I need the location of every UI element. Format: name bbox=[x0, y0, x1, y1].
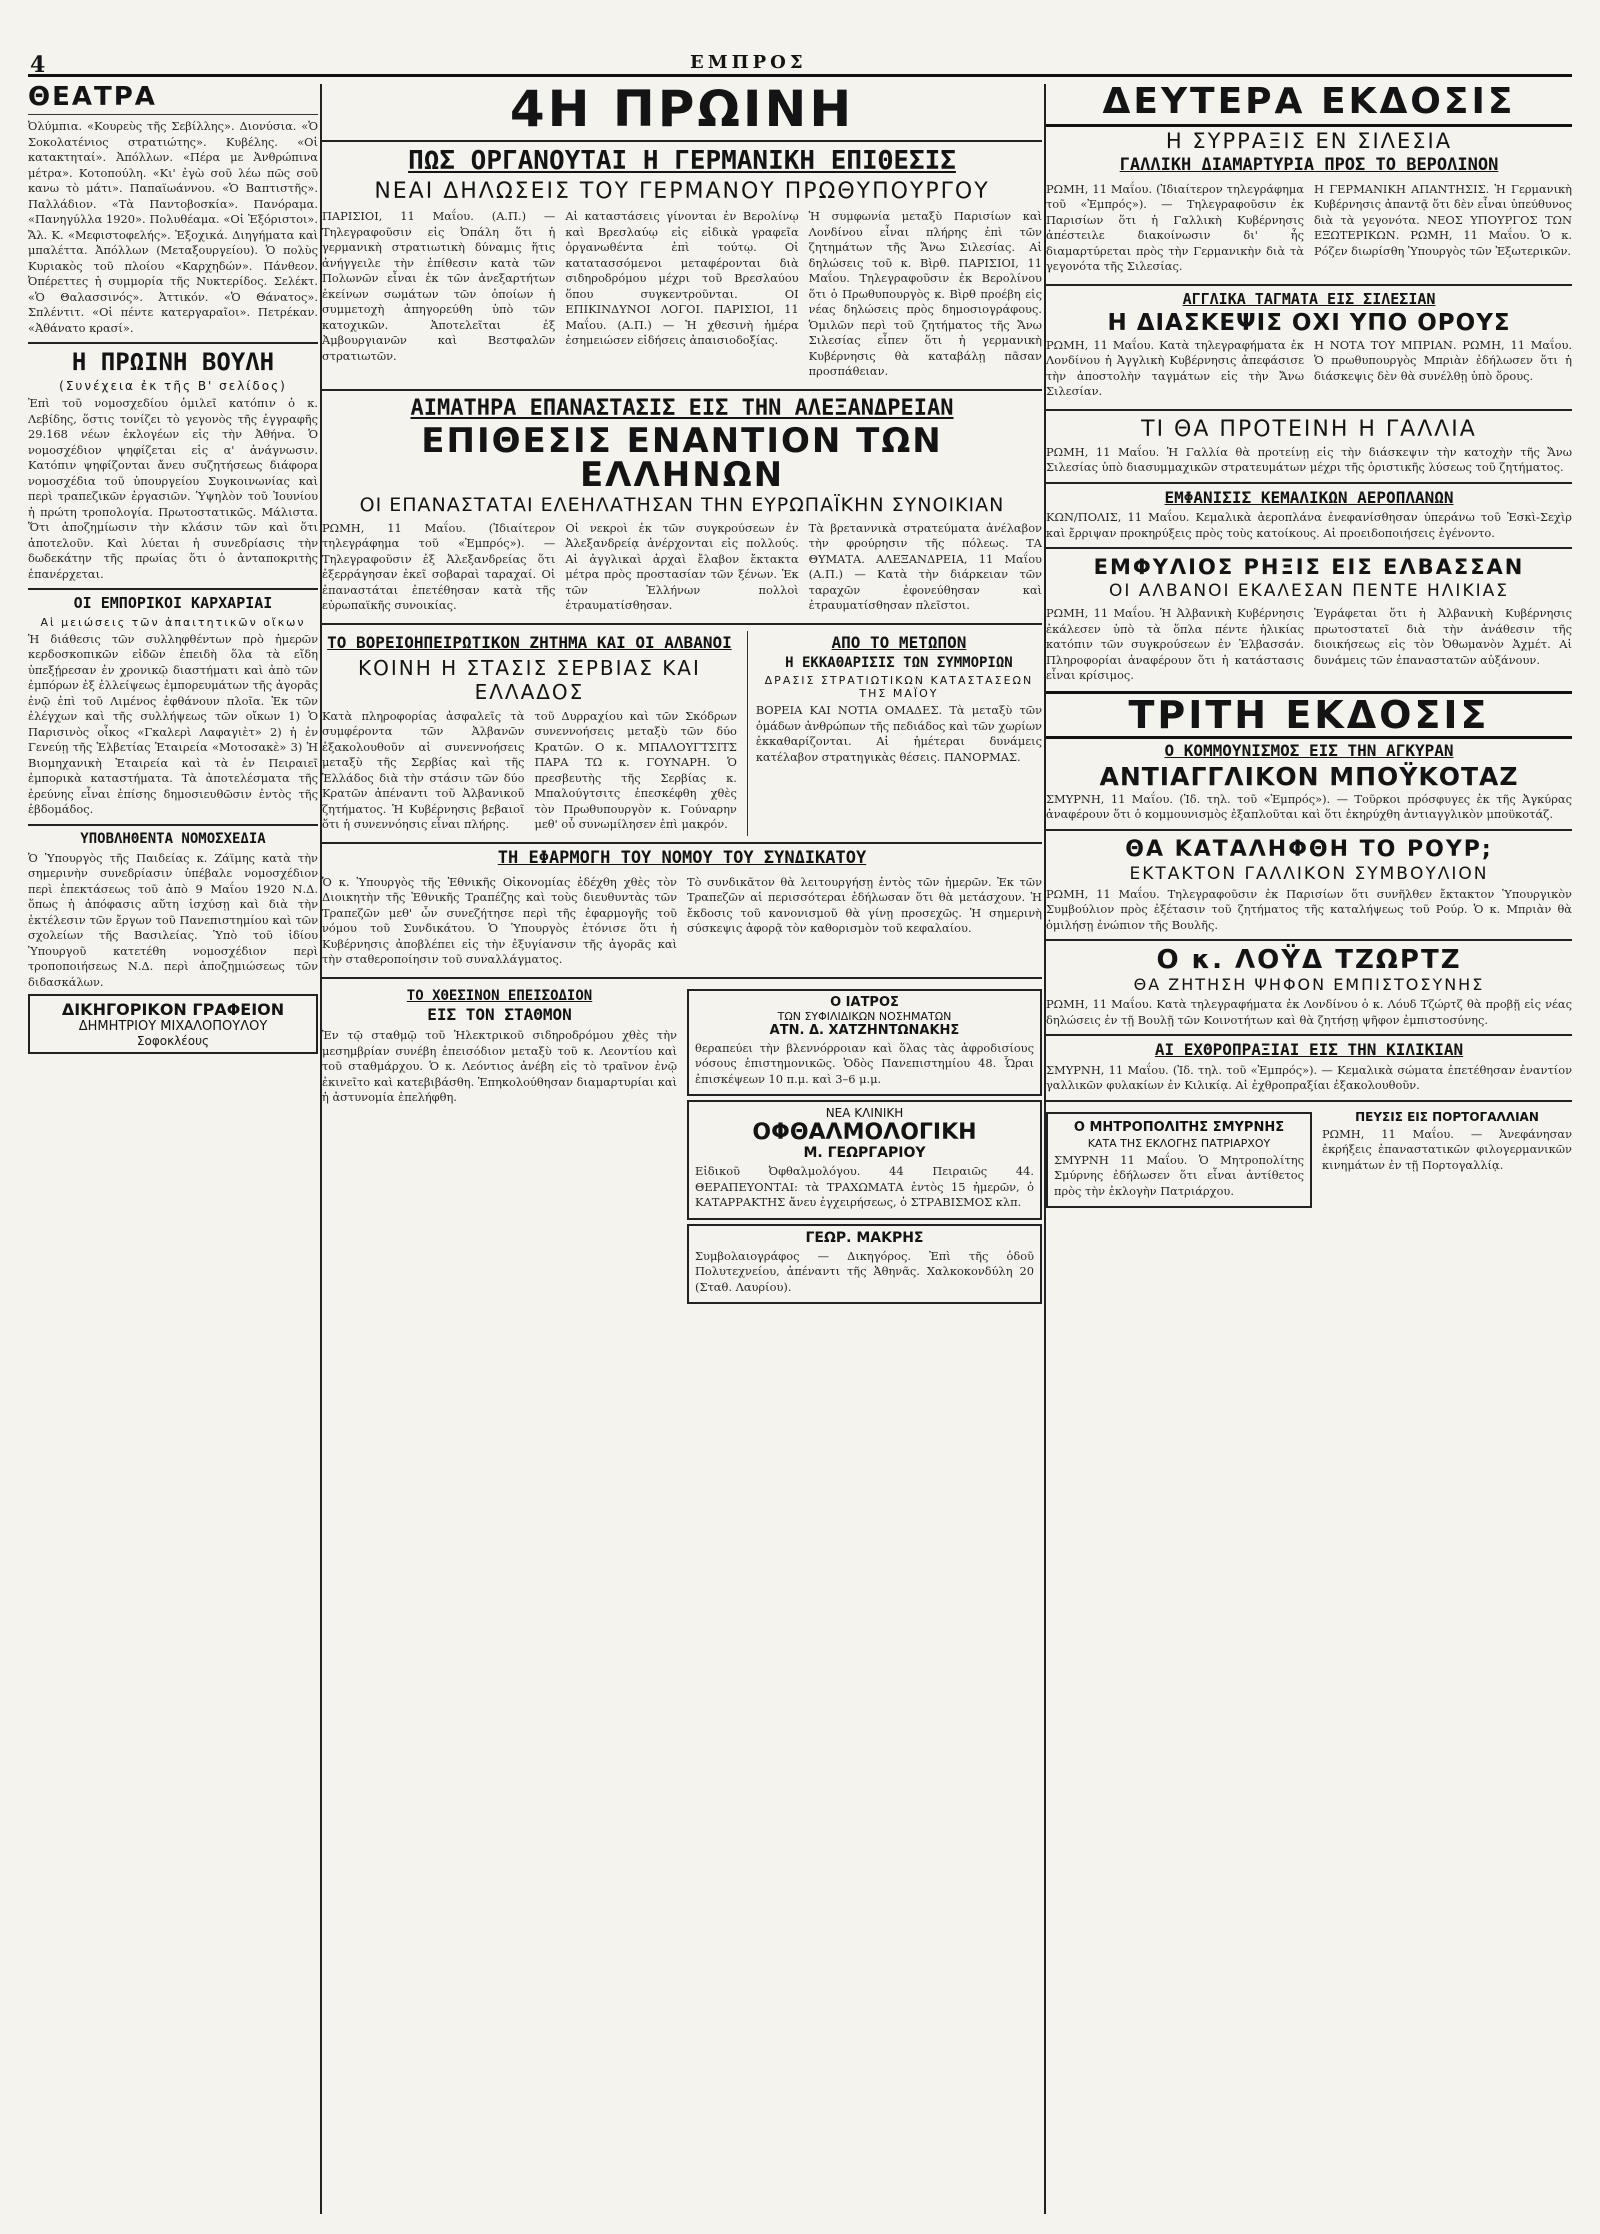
article-text: ΒΟΡΕΙΑ ΚΑΙ ΝΟΤΙΑ ΟΜΑΔΕΣ. Τὰ μεταξὺ τῶν ὁμάδων ἀνθρώπων τῆς πεδιάδος καὶ τῶν χωρίων ἐκκαθαρίζονται. Αἱ ἡμέτεραι δυνάμεις κατέλαβον στρατηγικὰς θέσεις. ΠΑΝΟΡΜΑΣ. bbox=[755, 703, 1042, 764]
article-text: ΣΜΥΡΝΗ, 11 Μαΐου. (Ἰδ. τηλ. τοῦ «Ἐμπρός»). — Κεμαλικὰ σώματα ἐπετέθησαν ἐναντίον γαλλικῶν φυλακίων ἐν Κιλικίᾳ. Αἱ ἐχθροπραξίαι ἐξακολουθοῦν. bbox=[1046, 1062, 1572, 1093]
edition-title: 4Η ΠΡΩΙΝΗ bbox=[509, 84, 855, 138]
article-text: ΠΑΡΙΣΙΟΙ, 11 Μαΐου. (Α.Π.) — Τηλεγραφοῦσιν εἰς Ὀπάλη ὅτι ἡ γερμανικὴ στρατιωτικὴ δύναμις ἥτις ἀνήγγειλε τὴν ἐπίθεσιν κατὰ τῶν Πολωνῶν εἶναι ἐκ τῶν ἀνεξαρτήτων ἐκείνων σωμάτων τῶν ὁποίων ἡ συμμετοχὴ ἀπηγορεύθη ὑπὸ τῶν κατοχικῶν. Ἀποτελεῖται ἐξ Ἀμβουργιανῶν καὶ Βεστφαλῶν στρατιωτῶν. bbox=[322, 209, 556, 363]
article-text: Οἱ νεκροὶ ἐκ τῶν συγκρούσεων ἐν Ἀλεξανδρείᾳ ἀνέρχονται εἰς πολλούς. Αἱ ἀγγλικαὶ ἀρχαὶ ἔλαβον ἔκτακτα μέτρα πρὸς προστασίαν τῶν ξένων. Ἐκ τῶν Ἑλλήνων πολλοὶ ἐτραυματίσθησαν. bbox=[565, 520, 799, 613]
column-center bbox=[322, 84, 1042, 2214]
boule-text: Ἐπὶ τοῦ νομοσχεδίου ὁμιλεῖ κατόπιν ὁ κ. Λεβίδης, ὅστις τονίζει τὸ γεγονὸς τῆς ἐγγραφῆς 29.168 νέων ἐκλογέων εἰς τὴν Ἀθήνα. Ὁ νομοσχέδιον ψηφίζεται εἰς α' ἀνάγνωσιν. Κατόπιν ψηφίζονται ἄνευ συζητήσεως διάφορα νομοσχέδια τοῦ ὑπουργείου Συγκοινωνίας καὶ περὶ τραπεζικῶν ἐργασιῶν. Ὑψηλὸν τοῦ Ἰουνίου ἡ πρώτη τροπολογία. Πρωτοστατικῶς. Μάλιστα. Ὅτι ἀποζημίωσιν τὴν κλάσιν τῶν καὶ ὅτι ἀποτελοῦν. Καὶ λύεται ἡ συνεδρίασις τὴν δωδεκάτην τῆς πρωίας ὅτι ὁ ἀνταποκριτὴς ἐπανέρχεται. bbox=[28, 396, 318, 581]
article-text: ΡΩΜΗ, 11 Μαΐου. Ἡ Γαλλία θὰ προτείνῃ εἰς τὴν διάσκεψιν τὴν κατοχὴν τῆς Ἄνω Σιλεσίας ὑπὸ διασυμμαχικῶν στρατευμάτων μέχρι τῆς ὁριστικῆς λύσεως τοῦ ζητήματος. bbox=[1046, 444, 1572, 475]
theatre-text: Ὀλύμπια. «Κουρεὺς τῆς Σεβίλλης». Διονύσια. «Ὁ Σοκολατένιος στρατιώτης». Κυβέλης. «Οἱ κατακτηταί». Ἀπόλλων. «Πέρα με Ἀνθρώπινα μέτρα». Κοτοπούλη. «Κι' ἐγὼ σοῦ λέω πῶς σοῦ κανω τὸ μάτι». Παπαϊωάννου. «Ὁ Βαπτιστῆς». Παλλάδιον. «Τὰ Παντοβοσκία». Πανόραμα. «Πανηγύλλα 1920». Πολυθέαμα. «Οἱ Ἐξόριστοι». Ἄλ. Κ. «Μεφιστοφελής». Ἐξοχικά. Διηγήματα καὶ μπαλέττα. Ἀπόλλων (Μεταξουργείου). Ὁ πολὺς Κυριακὸς τοῦ πλοίου «Καρχηδών». Πάνθεον. Ὀπέρεττες ἡ συμμορία τῆς Νυκτερίδος. Σελέκτ. «Ὁ Θαλασσινός». Ἀττικόν. «Ὁ Θάνατος». Σπλέντιτ. «Οἱ πέντε κατεργαραῖοι». Πετρέκαν. «Ἀθάνατο κρασί». bbox=[28, 119, 318, 335]
headline-front: ΑΠΟ ΤΟ ΜΕΤΩΠΟΝ bbox=[831, 632, 967, 652]
article-alexandria bbox=[322, 518, 1042, 617]
ad-title: ΟΦΘΑΛΜΟΛΟΓΙΚΗ bbox=[752, 1120, 977, 1146]
article-text: Τὸ συνδικᾶτον θὰ λειτουργήσῃ ἐντὸς τῶν ἡμερῶν. Ἐκ τῶν Τραπεζῶν αἱ περισσότεραι ἐδήλωσαν ὅτι θὰ μετάσχουν. Ἡ ἔκδοσις τοῦ κανονισμοῦ θὰ γίνῃ προσεχῶς. Ἡ σημερινὴ σύσκεψις ἀφορᾷ τὸν καθορισμὸν τοῦ κεφαλαίου. bbox=[687, 874, 1042, 936]
page-number: 4 bbox=[30, 52, 46, 78]
clinic-ad bbox=[687, 1100, 1042, 1220]
article-elbasan bbox=[1046, 603, 1572, 687]
headline-metropolitan: Ο ΜΗΤΡΟΠΟΛΙΤΗΣ ΣΜΥΡΝΗΣ bbox=[1073, 1119, 1285, 1135]
masthead: ΕΜΠΡΟΣ bbox=[690, 52, 807, 73]
headline-france-proposal: ΤΙ ΘΑ ΠΡΟΤΕΙΝΗ Η ΓΑΛΛΙΑ bbox=[1141, 416, 1477, 442]
ads-column bbox=[687, 985, 1042, 1309]
karcharia-subtitle: Αἱ μειώσεις τῶν ἀπαιτητικῶν οἴκων bbox=[40, 615, 306, 629]
article-text: Ἡ συμφωνία μεταξὺ Παρισίων καὶ Λονδίνου εἶναι πλήρης ἐπὶ τῶν ζητημάτων τῆς Ἄνω Σιλεσίας. Αἱ δηλώσεις τοῦ κ. Βὶρθ. ΠΑΡΙΣΙΟΙ, 11 Μαΐου. Τηλεγραφοῦσιν ἐκ Βερολίνου ὅτι ὁ Πρωθυπουργὸς κ. Βὶρθ προέβη εἰς νέας δηλώσεις πρὸς δημοσιογράφους. Ὁμιλῶν περὶ τοῦ ζητήματος τῆς Ἄνω Σιλεσίας εἶπεν ὅτι ἡ γερμανικὴ Κυβέρνησις θὰ καταβάλῃ πᾶσαν προσπάθειαν. bbox=[808, 209, 1042, 379]
headline-communism: Ο ΚΟΜΜΟΥΝΙΣΜΟΣ ΕΙΣ ΤΗΝ ΑΓΚΥΡΑΝ bbox=[1164, 740, 1454, 760]
headline-elbasan: ΕΜΦΥΛΙΟΣ ΡΗΞΙΣ ΕΙΣ ΕΛΒΑΣΣΑΝ bbox=[1093, 555, 1525, 580]
article-conference bbox=[1046, 335, 1572, 403]
article-text: ΣΜΥΡΝΗ, 11 Μαΐου. (Ἰδ. τηλ. τοῦ «Ἐμπρός»). — Τοῦρκοι πρόσφυγες ἐκ τῆς Ἀγκύρας ἀναφέρουν ὅτι ὁ κομμουνισμὸς ἐξαπλοῦται καὶ ὅτι ἐκηρύχθη ἀντιαγγλικὸν μποϋκοτάζ. bbox=[1046, 791, 1572, 822]
divider bbox=[322, 842, 1042, 844]
article-text: ΡΩΜΗ, 11 Μαΐου. (Ἰδιαίτερον τηλεγράφημα τοῦ «Ἐμπρός»). — Τηλεγραφοῦσιν ἐξ Ἀλεξανδρείας ὅτι ἐξερράγησαν ἐκεῖ σοβαραὶ ταραχαί. Οἱ ἐπαναστάται ἐπετέθησαν κατὰ τῆς εὐρωπαϊκῆς συνοικίας. bbox=[322, 520, 556, 613]
article-albania bbox=[322, 631, 737, 836]
headline-ruhr: ΘΑ ΚΑΤΑΛΗΦΘΗ ΤΟ ΡΟΥΡ; bbox=[1125, 836, 1493, 862]
ad-address: Σοφοκλέους bbox=[136, 1034, 210, 1049]
article-text: ΡΩΜΗ, 11 Μαΐου. Ἡ Ἀλβανικὴ Κυβέρνησις ἐκάλεσεν ὑπὸ τὰ ὅπλα πέντε ἡλικίας κατόπιν τῶν συγκρούσεων ἐν Ἐλβασσάν. Πληροφορίαι ἀναφέρουν ὅτι ἡ κατάστασις εἶναι κρίσιμος. bbox=[1046, 606, 1304, 683]
divider bbox=[1046, 829, 1572, 831]
headline-syndicate-law: ΤΗ ΕΦΑΡΜΟΓΗ ΤΟΥ ΝΟΜΟΥ ΤΟΥ ΣΥΝΔΙΚΑΤΟΥ bbox=[497, 847, 867, 868]
article-portugal bbox=[1322, 1108, 1572, 1213]
subheadline-german-pm: ΝΕΑΙ ΔΗΛΩΣΕΙΣ ΤΟΥ ΓΕΡΜΑΝΟΥ ΠΡΩΘΥΠΟΥΡΓΟΥ bbox=[374, 179, 990, 205]
header-rule bbox=[28, 74, 1572, 77]
nomosxedia-title: ΥΠΟΒΛΗΘΕΝΤΑ ΝΟΜΟΣΧΕΔΙΑ bbox=[80, 830, 266, 847]
headline-northern-epirus: ΤΟ ΒΟΡΕΙΟΗΠΕΙΡΩΤΙΚΟΝ ΖΗΤΗΜΑ ΚΑΙ ΟΙ ΑΛΒΑΝΟΙ bbox=[327, 632, 732, 652]
ad-name: ΑΤΝ. Δ. ΧΑΤΖΗΝΤΩΝΑΚΗΣ bbox=[769, 1022, 960, 1038]
column-left bbox=[28, 84, 318, 2214]
headline-portugal: ΠΕΥΣΙΣ ΕΙΣ ΠΟΡΤΟΓΑΛΛΙΑΝ bbox=[1355, 1109, 1539, 1124]
theatre-title: ΘΕΑΤΡΑ bbox=[28, 84, 157, 112]
ad-name: Μ. ΓΕΩΡΓΑΡΙΟΥ bbox=[803, 1145, 926, 1162]
divider bbox=[1046, 547, 1572, 549]
middle-row bbox=[322, 631, 1042, 836]
divider bbox=[1046, 409, 1572, 411]
article-french-protest bbox=[1046, 179, 1572, 278]
article-text: ΡΩΜΗ, 11 Μαΐου. Τηλεγραφοῦσιν ἐκ Παρισίων ὅτι συνῆλθεν ἔκτακτον Ὑπουργικὸν Συμβούλιον πρὸς ἐξέτασιν τοῦ ζητήματος τῆς καταλήψεως τοῦ Ρούρ. Ὁ κ. Μπριὰν θὰ ὁμιλήσῃ ἐνώπιον τῆς Βουλῆς. bbox=[1046, 886, 1572, 932]
divider bbox=[28, 824, 318, 826]
bottom-row bbox=[322, 985, 1042, 1309]
subheadline-french-council: ΕΚΤΑΚΤΟΝ ΓΑΛΛΙΚΟΝ ΣΥΜΒΟΥΛΙΟΝ bbox=[1129, 863, 1489, 884]
headline-french-protest: ΓΑΛΛΙΚΗ ΔΙΑΜΑΡΤΥΡΙΑ ΠΡΟΣ ΤΟ ΒΕΡΟΛΙΝΟΝ bbox=[1119, 155, 1499, 175]
article-text: Ὁ κ. Ὑπουργὸς τῆς Ἐθνικῆς Οἰκονομίας ἐδέχθη χθὲς τὸν Διοικητὴν τῆς Ἐθνικῆς Τραπέζης καὶ τοὺς διευθυντὰς τῶν Τραπεζῶν μεθ' ὧν συνεζήτησε περὶ τῆς ἐφαρμογῆς τοῦ νόμου τοῦ Συνδικάτου. Ὁ Ὑπουργὸς ἐτόνισε ὅτι ἡ Κυβέρνησις ἀποβλέπει εἰς τὴν ἐξυγίανσιν τῆς ἀγορᾶς καὶ τὴν σταθεροποίησιν τοῦ συναλλάγματος. bbox=[322, 874, 677, 967]
subheadline-gangs: Η ΕΚΚΑΘΑΡΙΣΙΣ ΤΩΝ ΣΥΜΜΟΡΙΩΝ bbox=[785, 654, 1013, 671]
boule-subtitle: (Συνέχεια ἐκ τῆς Β' σελίδος) bbox=[59, 379, 287, 394]
ad-title: ΓΕΩΡ. ΜΑΚΡΗΣ bbox=[805, 1229, 924, 1246]
headline-cilicia: ΑΙ ΕΧΘΡΟΠΡΑΞΙΑΙ ΕΙΣ ΤΗΝ ΚΙΛΙΚΙΑΝ bbox=[1154, 1040, 1464, 1060]
karcharia-title: ΟΙ ΕΜΠΟΡΙΚΟΙ ΚΑΡΧΑΡΙΑΙ bbox=[73, 594, 273, 613]
article-text: τοῦ Δυρραχίου καὶ τῶν Σκόδρων συνεννοήσεις μεταξὺ τῶν δύο Κρατῶν. Ο κ. ΜΠΑΛΟΥΓΤΣΙΤΣ ΠΑΡΑ ΤΩ κ. ΓΟΥΝΑΡΗ. Ὁ πρεσβευτὴς τῆς Σερβίας κ. Μπαλούγτσιτς ἐπεσκέφθη χθὲς τὸν Πρωθυπουργὸν κ. Γούναρην μεθ' οὗ συνωμίλησεν ἐπὶ μακρόν. bbox=[534, 708, 737, 832]
nomosxedia-text: Ὁ Ὑπουργὸς τῆς Παιδείας κ. Ζάϊμης κατὰ τὴν σημερινὴν συνεδρίασιν ὑπέβαλε νομοσχέδιον περὶ ἐπεκτάσεως τοῦ ἀπὸ 9 Μαΐου 1920 Ν.Δ. ὅπως ἡ ἀπόφασις αὕτη ἰσχύσῃ καὶ διὰ τὴν ἐκτέλεσιν τῶν ἔργων τοῦ Πανεπιστημίου καὶ τῶν σχολείων τῆς Βασιλείας. Ὑπὸ τοῦ ἰδίου Ὑπουργοῦ κατετέθη νομοσχέδιον περὶ τροποποιήσεως Ν.Δ. περὶ ἀποζημιώσεως τῶν διδασκάλων. bbox=[28, 850, 318, 989]
divider bbox=[322, 977, 1042, 979]
article-text: Αἱ καταστάσεις γίνονται ἐν Βερολίνῳ καὶ Βρεσλαύῳ εἰς εἰδικὰ γραφεῖα ὀργανωθέντα ἐπὶ τούτῳ. Οἱ κατατασσόμενοι μεταφέρονται διὰ σιδηροδρόμου μέχρι τοῦ Βρεσλαύου ὅπου συγκεντροῦνται. ΟΙ ΕΠΙΚΙΝΔΥΝΟΙ ΛΟΓΟΙ. ΠΑΡΙΣΙΟΙ, 11 Μαΐου. (Α.Π.) — Ἡ χθεσινὴ ἡμέρα ἐσημειώσεν εἰδήσεις ἀπαισιοδοξίας. bbox=[565, 209, 799, 348]
article-text: ΡΩΜΗ, 11 Μαΐου. Κατὰ τηλεγραφήματα ἐκ Λονδίνου ἡ Ἀγγλικὴ Κυβέρνησις ἀπεφάσισε τὴν ἀποστολὴν ταγμάτων εἰς τὴν Ἄνω Σιλεσίαν. bbox=[1046, 337, 1304, 399]
article-metropolitan bbox=[1046, 1112, 1312, 1209]
subheadline-attack-greeks: ΕΠΙΘΕΣΙΣ ΕΝΑΝΤΙΟΝ ΤΩΝ ΕΛΛΗΝΩΝ bbox=[421, 420, 943, 495]
divider bbox=[1046, 939, 1572, 941]
ad-title: Ο ΙΑΤΡΟΣ bbox=[830, 994, 899, 1010]
article-text: Ἐν τῷ σταθμῷ τοῦ Ἠλεκτρικοῦ σιδηροδρόμου χθὲς τὴν μεσημβρίαν συνέβη ἐπεισόδιον μεταξὺ τοῦ κ. Λεοντίου καὶ τοῦ σταθμάρχου. Ὁ κ. Λεόντιος ἀνέβη εἰς τὸ τραῖνον ἐνῷ ἐκινεῖτο καὶ κατεβιβάσθη. Ἐπηκολούθησαν διαμαρτυρίαι καὶ ἡ ἀστυνομία ἐπελήφθη. bbox=[322, 1028, 677, 1105]
subheadline-confidence-vote: ΘΑ ΖΗΤΗΣΗ ΨΗΦΟΝ ΕΜΠΙΣΤΟΣΥΝΗΣ bbox=[1133, 975, 1485, 995]
article-text: Κατὰ πληροφορίας ἀσφαλεῖς τὰ συμφέροντα τῶν Ἀλβανῶν ἐξακολουθοῦν αἱ συνεννοήσεις μεταξὺ τῆς Σερβίας καὶ τῆς Ἑλλάδος διὰ τὴν στάσιν τῶν δύο Κρατῶν ἀπέναντι τοῦ Ἀλβανικοῦ ζητήματος. Ἡ Κυβέρνησις βεβαιοῖ ὅτι ἡ συνεννόησις εἶναι πλήρης. bbox=[322, 708, 525, 832]
article-station bbox=[322, 985, 677, 1309]
divider bbox=[28, 114, 318, 115]
ad-subtitle: ΤΩΝ ΣΥΦΙΛΙΔΙΚΩΝ ΝΟΣΗΜΑΤΩΝ bbox=[777, 1009, 952, 1023]
bottom-row-right bbox=[1046, 1108, 1572, 1213]
headline-lloyd-george: Ο κ. ΛΟΫΔ ΤΖΩΡΤΖ bbox=[1156, 945, 1462, 976]
headline-english-battalions: ΑΓΓΛΙΚΑ ΤΑΓΜΑΤΑ ΕΙΣ ΣΙΛΕΣΙΑΝ bbox=[1182, 289, 1436, 308]
subheadline-military: ΔΡΑΣΙΣ ΣΤΡΑΤΙΩΤΙΚΩΝ ΚΑΤΑΣΤΑΣΕΩΝ ΤΗΣ ΜΑΪΟΥ bbox=[764, 674, 1034, 701]
ad-text: θεραπεύει τὴν βλεννόρροιαν καὶ ὅλας τὰς ἀφροδισίους νόσους ἐπιστημονικῶς. Ὁδὸς Πανεπιστημίου 48. Ὧραι ἐπισκέψεων 10 π.μ. καὶ 3–6 μ.μ. bbox=[695, 1040, 1034, 1086]
divider bbox=[322, 623, 1042, 625]
article-front bbox=[747, 631, 1042, 836]
article-text: Η ΓΕΡΜΑΝΙΚΗ ΑΠΑΝΤΗΣΙΣ. Ἡ Γερμανικὴ Κυβέρνησις ἀπαντᾷ ὅτι δὲν εἶναι ὑπεύθυνος διὰ τὰ γεγονότα. ΝΕΟΣ ΥΠΟΥΡΓΟΣ ΤΩΝ ΕΞΩΤΕΡΙΚΩΝ. ΡΩΜΗ, 11 Μαΐου. Ὁ κ. Ρόζεν διωρίσθη Ὑπουργὸς τῶν Ἐξωτερικῶν. bbox=[1314, 181, 1572, 258]
headline-incident: ΤΟ ΧΘΕΣΙΝΟΝ ΕΠΕΙΣΟΔΙΟΝ bbox=[406, 987, 593, 1004]
divider bbox=[1046, 1034, 1572, 1036]
subheadline-patriarch: ΚΑΤΑ ΤΗΣ ΕΚΛΟΓΗΣ ΠΑΤΡΙΑΡΧΟΥ bbox=[1087, 1136, 1271, 1150]
article-text: ΡΩΜΗ, 11 Μαΐου. — Ἀνεφάνησαν ἐκρήξεις ἐπαναστατικῶν φιλογερμανικῶν κινημάτων ἐν τῇ Πορτογαλλίᾳ. bbox=[1322, 1126, 1572, 1172]
divider bbox=[1046, 1100, 1572, 1102]
divider bbox=[1046, 284, 1572, 286]
article-text: ΚΩΝ/ΠΟΛΙΣ, 11 Μαΐου. Κεμαλικὰ ἀεροπλάνα ἐνεφανίσθησαν ὑπεράνω τοῦ Ἐσκὶ-Σεχὶρ καὶ ἔρριψαν προκηρύξεις πρὸς τοὺς κατοίκους. Αἱ προειδοποιήσεις ἐγένοντο. bbox=[1046, 510, 1572, 540]
divider bbox=[322, 389, 1042, 391]
ad-title: ΔΙΚΗΓΟΡΙΚΟΝ ΓΡΑΦΕΙΟΝ bbox=[61, 1000, 285, 1020]
article-text: Η ΝΟΤΑ ΤΟΥ ΜΠΡΙΑΝ. ΡΩΜΗ, 11 Μαΐου. Ὁ πρωθυπουργὸς Μπριὰν ἐδήλωσεν ὅτι ἡ διάσκεψις δὲν θὰ συνέλθῃ ὑπὸ ὅρους. bbox=[1314, 337, 1572, 383]
headline-boycott: ΑΝΤΙΑΓΓΛΙΚΟΝ ΜΠΟΫΚΟΤΑΖ bbox=[1099, 761, 1519, 791]
ad-text: Συμβολαιογράφος — Δικηγόρος. Ἐπὶ τῆς ὁδοῦ Πολυτεχνείου, ἀπέναντι τῆς Ἀθηνᾶς. Χαλκοκονδύλη 20 (Σταθ. Λαυρίου). bbox=[695, 1248, 1034, 1294]
boule-title: Η ΠΡΩΙΝΗ ΒΟΥΛΗ bbox=[71, 348, 275, 376]
article-german-attack bbox=[322, 206, 1042, 383]
article-text: Ἐγράφεται ὅτι ἡ Ἀλβανικὴ Κυβέρνησις πρωτοστατεῖ διὰ τὴν ἀνάθεσιν τῆς διοικήσεως εἰς τὸν Ὀθωμανὸν Ἀχμέτ. Αἱ δυνάμεις τῶν ἐπαναστατῶν αὐξάνουν. bbox=[1314, 606, 1572, 667]
law-office-ad bbox=[28, 994, 318, 1054]
subheadline-silesia: Η ΣΥΡΡΑΞΙΣ ΕΝ ΣΙΛΕΣΙΑ bbox=[1165, 129, 1453, 153]
notary-ad bbox=[687, 1224, 1042, 1305]
divider bbox=[1046, 482, 1572, 484]
subheadline-looting: ΟΙ ΕΠΑΝΑΣΤΑΤΑΙ ΕΛΕΗΛΑΤΗΣΑΝ ΤΗΝ ΕΥΡΩΠΑΪΚΗΝ ΣΥΝΟΙΚΙΑΝ bbox=[359, 493, 1005, 516]
headline-german-attack: ΠΩΣ ΟΡΓΑΝΟΥΤΑΙ Η ΓΕΡΜΑΝΙΚΗ ΕΠΙΘΕΣΙΣ bbox=[408, 146, 956, 176]
column-right bbox=[1046, 84, 1572, 2214]
article-text: ΣΜΥΡΝΗ 11 Μαΐου. Ὁ Μητροπολίτης Σμύρνης ἐδήλωσεν ὅτι εἶναι ἀντίθετος πρὸς τὴν ἐκλογὴν Πατριάρχου. bbox=[1054, 1152, 1304, 1198]
divider bbox=[28, 588, 318, 590]
article-syndicate bbox=[322, 872, 1042, 971]
subheadline-serbia-greece: ΚΟΙΝΗ Η ΣΤΑΣΙΣ ΣΕΡΒΙΑΣ ΚΑΙ ΕΛΛΑΔΟΣ bbox=[357, 655, 701, 704]
subheadline-albanians: ΟΙ ΑΛΒΑΝΟΙ ΕΚΑΛΕΣΑΝ ΠΕΝΤΕ ΗΛΙΚΙΑΣ bbox=[1109, 581, 1509, 602]
subheadline-station: ΕΙΣ ΤΟΝ ΣΤΑΘΜΟΝ bbox=[427, 1005, 572, 1025]
article-text: ΡΩΜΗ, 11 Μαΐου. Κατὰ τηλεγραφήματα ἐκ Λονδίνου ὁ κ. Λόυδ Τζώρτζ θὰ προβῇ εἰς νέας δηλώσεις ἐν τῇ Βουλῇ τῶν Κοινοτήτων καὶ θὰ ζητήσῃ ψῆφον ἐμπιστοσύνης. bbox=[1046, 997, 1572, 1027]
ad-name: ΔΗΜΗΤΡΙΟΥ ΜΙΧΑΛΟΠΟΥΛΟΥ bbox=[78, 1019, 268, 1035]
headline-kemalist-planes: ΕΜΦΑΝΙΣΙΣ ΚΕΜΑΛΙΚΩΝ ΑΕΡΟΠΛΑΝΩΝ bbox=[1164, 487, 1454, 507]
ad-text: Εἰδικοῦ Ὀφθαλμολόγου. 44 Πειραιῶς 44. ΘΕΡΑΠΕΥΟΝΤΑΙ: τὰ ΤΡΑΧΩΜΑΤΑ ἐντὸς 15 ἡμερῶν, ὁ ΚΑΤΑΡΡΑΚΤΗΣ ἄνευ ἐγχειρήσεως, ὁ ΣΤΡΑΒΙΣΜΟΣ κλπ. bbox=[695, 1164, 1034, 1210]
third-edition-title: ΤΡΙΤΗ ΕΚΔΟΣΙΣ bbox=[1046, 691, 1572, 739]
ad-top: ΝΕΑ ΚΛΙΝΙΚΗ bbox=[825, 1106, 904, 1121]
doctor-ad bbox=[687, 989, 1042, 1097]
karcharia-text: Ἡ διάθεσις τῶν συλληφθέντων πρὸ ἡμερῶν κερδοσκοπικῶν εἰδῶν ἐπειδὴ ὅλα τὰ εἴδη ὑπεξῄρεσαν ἐν χρονικῷ διαστήματι καὶ ἀπὸ τῶν ἐμπόρων ἐξ ἐλλείψεως ἐμπορευμάτων τῆς ἀγορᾶς ἐνῷ ἐπὶ τοῦ Λιμένος ἐφθάνουν πλοῖα. Ἐκ τῶν ἐλέγχων καὶ τῆς συλλήψεως τῶν οἴκων 1) Ὁ Παρισινὸς οἶκος «Γκαλερὶ Λαφαγιὲτ» 2) ἡ ἐν Γενεύῃ τῆς Ἑλβετίας Ἑταιρεία «Μοτοσακὲ» 3) Ἡ Βιομηχανικὴ Ἑταιρεία καὶ τὰ ἐν Πειραιεῖ ἐμπορικὰ καταστήματα. Τὰ ἀποτελέσματα τῆς ἐρεύνης εἶναι ἐπίσης δημοσιευθῶσιν ἐντὸς τῆς ἑβδομάδος. bbox=[28, 631, 318, 817]
divider bbox=[28, 342, 318, 344]
divider bbox=[322, 140, 1042, 142]
headline-conference: Η ΔΙΑΣΚΕΨΙΣ ΟΧΙ ΥΠΟ ΟΡΟΥΣ bbox=[1107, 309, 1511, 336]
article-text: ΡΩΜΗ, 11 Μαΐου. (Ἰδιαίτερον τηλεγράφημα τοῦ «Ἐμπρός»). — Τηλεγραφοῦσιν ἐκ Παρισίων ὅτι ἡ Γαλλικὴ Κυβέρνησις ἀπέστειλε διακοίνωσιν δι' ἧς διαμαρτύρεται πρὸς τὴν Γερμανικὴν διὰ τὰ γεγονότα τῆς Σιλεσίας. bbox=[1046, 181, 1304, 274]
article-text: Τὰ βρεταννικὰ στρατεύματα ἀνέλαβον τὴν φρούρησιν τῆς πόλεως. ΤΑ ΘΥΜΑΤΑ. ΑΛΕΞΑΝΔΡΕΙΑ, 11 Μαΐου (Α.Π.) — Κατὰ τὴν διάρκειαν τῶν ταραχῶν ἐφονεύθησαν καὶ ἐτραυματίσθησαν πλεῖστοι. bbox=[808, 520, 1042, 613]
second-edition-title: ΔΕΥΤΕΡΑ ΕΚΔΟΣΙΣ bbox=[1046, 84, 1572, 127]
headline-alexandria: ΑΙΜΑΤΗΡΑ ΕΠΑΝΑΣΤΑΣΙΣ ΕΙΣ ΤΗΝ ΑΛΕΞΑΝΔΡΕΙΑΝ bbox=[410, 395, 954, 421]
